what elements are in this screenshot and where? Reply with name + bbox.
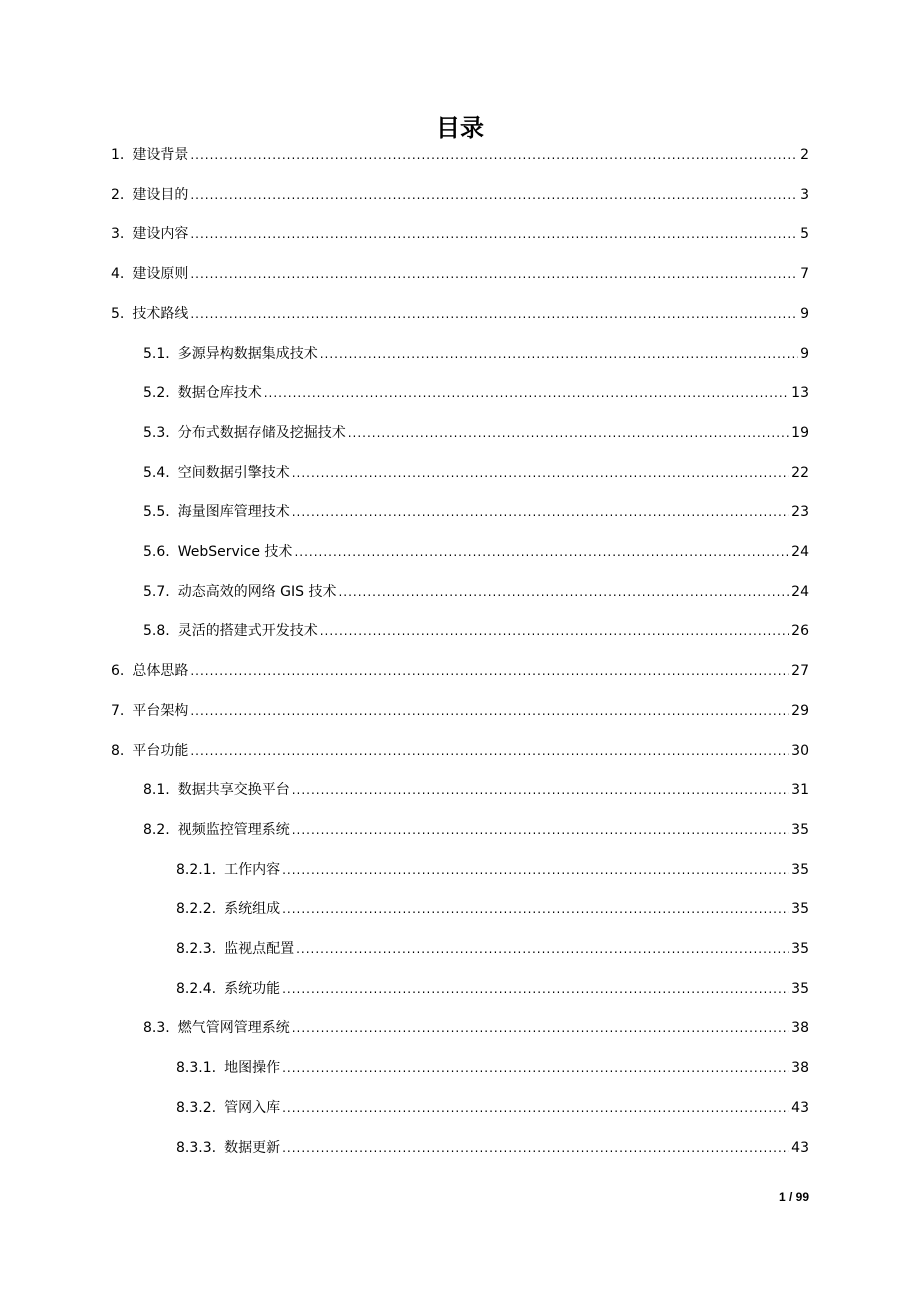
toc-entry-number: 8.2. [143, 821, 170, 838]
toc-entry-title: 系统功能 [224, 980, 281, 997]
toc-entry[interactable] [111, 701, 809, 721]
toc-entry-title: 数据更新 [224, 1139, 281, 1156]
toc-entry-title: 管网入库 [224, 1099, 281, 1116]
toc-entry[interactable] [143, 542, 809, 562]
toc-entry-title: 灵活的搭建式开发技术 [177, 623, 318, 640]
toc-entry-page-number: 26 [791, 623, 809, 640]
toc-entry-number: 5.7. [143, 583, 170, 600]
toc-entry-page-number: 35 [791, 941, 809, 957]
toc-entry-title: 工作内容 [224, 861, 281, 878]
toc-entry-number: 5. [111, 305, 125, 322]
dot-leader [348, 423, 789, 443]
toc-entry[interactable] [176, 860, 809, 880]
dot-leader [294, 542, 789, 562]
dot-leader [282, 860, 789, 880]
toc-entry-title: 系统组成 [224, 901, 281, 918]
toc-entry-page-number: 43 [791, 1139, 809, 1156]
toc-entry[interactable] [111, 741, 809, 761]
toc-entry-number: 5.3. [143, 424, 170, 441]
toc-entry[interactable] [111, 145, 809, 165]
toc-entry-page-number: 31 [791, 782, 809, 799]
toc-entry-page-number: 35 [791, 980, 809, 997]
toc-entry-number: 1. [111, 147, 125, 163]
toc-entry-number: 5.1. [143, 345, 170, 362]
toc-entry-page-number: 13 [791, 385, 809, 402]
toc-entry-title: 数据仓库技术 [177, 385, 262, 402]
toc-entry-title: 建设内容 [132, 226, 189, 243]
toc-entry-page-number: 9 [800, 345, 809, 362]
toc-entry-title: 燃气管网管理系统 [177, 1020, 290, 1037]
toc-entry[interactable] [111, 185, 809, 205]
toc-entry-number: 8.2.4. [176, 980, 217, 997]
toc-entry-page-number: 24 [791, 544, 809, 560]
toc-entry-number: 5.6. [143, 544, 170, 560]
toc-entry-page-number: 2 [800, 147, 809, 163]
toc-entry-title: 海量图库管理技术 [177, 504, 290, 521]
toc-entry-page-number: 38 [791, 1060, 809, 1077]
toc-entry[interactable] [111, 304, 809, 324]
toc-entry[interactable] [143, 383, 809, 403]
toc-entry-page-number: 22 [791, 464, 809, 481]
toc-entry[interactable] [111, 661, 809, 681]
toc-entry-title: 地图操作 [224, 1060, 281, 1077]
dot-leader [292, 502, 789, 522]
toc-entry[interactable] [143, 621, 809, 641]
toc-entry-number: 2. [111, 186, 125, 203]
toc-entry-number: 8.3.3. [176, 1139, 217, 1156]
toc-entry-number: 5.2. [143, 385, 170, 402]
toc-entry-title: 动态高效的网络 GIS 技术 [177, 583, 337, 600]
toc-entry-title: 技术路线 [132, 305, 189, 322]
toc-entry-number: 8.3.2. [176, 1099, 217, 1116]
toc-entry-page-number: 29 [791, 702, 809, 719]
toc-entry[interactable] [176, 1058, 809, 1078]
toc-entry-number: 8.2.2. [176, 901, 217, 918]
toc-entry-title: 多源异构数据集成技术 [177, 345, 318, 362]
toc-entry[interactable] [111, 264, 809, 284]
toc-entry-number: 7. [111, 702, 125, 719]
toc-entry-title: 平台功能 [132, 742, 189, 759]
toc-entry-number: 3. [111, 226, 125, 243]
toc-entry-page-number: 23 [791, 504, 809, 521]
toc-entry-title: 数据共享交换平台 [177, 782, 290, 799]
toc-entry[interactable] [176, 899, 809, 919]
toc-entry[interactable] [143, 582, 809, 602]
page-number-footer: 1 / 99 [778, 1190, 809, 1204]
dot-leader [190, 661, 789, 681]
dot-leader [292, 1018, 789, 1038]
toc-entry-title: 建设目的 [132, 186, 189, 203]
dot-leader [190, 741, 789, 761]
dot-leader [338, 582, 789, 602]
toc-entry-title: 总体思路 [132, 663, 189, 680]
toc-entry-page-number: 43 [791, 1099, 809, 1116]
toc-entry-title: 建设原则 [132, 266, 189, 283]
dot-leader [292, 780, 789, 800]
toc-entry-page-number: 35 [791, 821, 809, 838]
toc-entry-number: 6. [111, 663, 125, 680]
toc-entry-number: 8.2.1. [176, 861, 217, 878]
toc-entry-page-number: 9 [800, 305, 809, 322]
toc-entry-page-number: 5 [800, 226, 809, 243]
dot-leader [282, 979, 789, 999]
dot-leader [190, 145, 798, 165]
dot-leader [292, 463, 789, 483]
toc-entry-title: 视频监控管理系统 [177, 821, 290, 838]
toc-entry-title: 建设背景 [132, 147, 189, 163]
toc-entry-number: 8.3.1. [176, 1060, 217, 1077]
toc-entry-number: 8.3. [143, 1020, 170, 1037]
toc-entry[interactable] [176, 939, 809, 959]
toc-entry-title: 平台架构 [132, 702, 189, 719]
toc-entry-title: 空间数据引擎技术 [177, 464, 290, 481]
toc-title: 目录 [436, 114, 484, 142]
dot-leader [264, 383, 789, 403]
toc-entry-page-number: 3 [800, 186, 809, 203]
dot-leader [282, 1058, 789, 1078]
toc-entry-page-number: 27 [791, 663, 809, 680]
toc-entry-number: 5.5. [143, 504, 170, 521]
dot-leader [190, 264, 798, 284]
toc-entry[interactable] [176, 1138, 809, 1158]
toc-entry-title: WebService 技术 [177, 544, 293, 560]
toc-entry-number: 8.1. [143, 782, 170, 799]
toc-entry[interactable] [143, 502, 809, 522]
toc-entry-page-number: 35 [791, 861, 809, 878]
toc-entry-page-number: 38 [791, 1020, 809, 1037]
toc-entry-page-number: 24 [791, 583, 809, 600]
toc-entry-number: 8. [111, 742, 125, 759]
toc-entry-number: 4. [111, 266, 125, 283]
dot-leader [190, 304, 798, 324]
toc-entry[interactable] [143, 423, 809, 443]
dot-leader [190, 701, 789, 721]
dot-leader [282, 1098, 789, 1118]
dot-leader [282, 1138, 789, 1158]
toc-entry-page-number: 35 [791, 901, 809, 918]
toc-entry[interactable] [143, 820, 809, 840]
dot-leader [320, 621, 789, 641]
toc-entry[interactable] [143, 344, 809, 364]
dot-leader [296, 939, 789, 959]
toc-entry[interactable] [176, 1098, 809, 1118]
toc-entry[interactable] [111, 224, 809, 244]
toc-entry-number: 8.2.3. [176, 941, 217, 957]
toc-entry-page-number: 19 [791, 424, 809, 441]
toc-entry-number: 5.4. [143, 464, 170, 481]
dot-leader [292, 820, 789, 840]
toc-entry[interactable] [143, 463, 809, 483]
toc-entry[interactable] [143, 1018, 809, 1038]
toc-entry[interactable] [176, 979, 809, 999]
dot-leader [190, 185, 798, 205]
toc-entry-number: 5.8. [143, 623, 170, 640]
toc-entry-page-number: 30 [791, 742, 809, 759]
dot-leader [190, 224, 798, 244]
dot-leader [282, 899, 789, 919]
toc-entry-title: 监视点配置 [224, 941, 295, 957]
dot-leader [320, 344, 798, 364]
toc-entry[interactable] [143, 780, 809, 800]
toc-entry-title: 分布式数据存储及挖掘技术 [177, 424, 346, 441]
toc-entry-page-number: 7 [800, 266, 809, 283]
